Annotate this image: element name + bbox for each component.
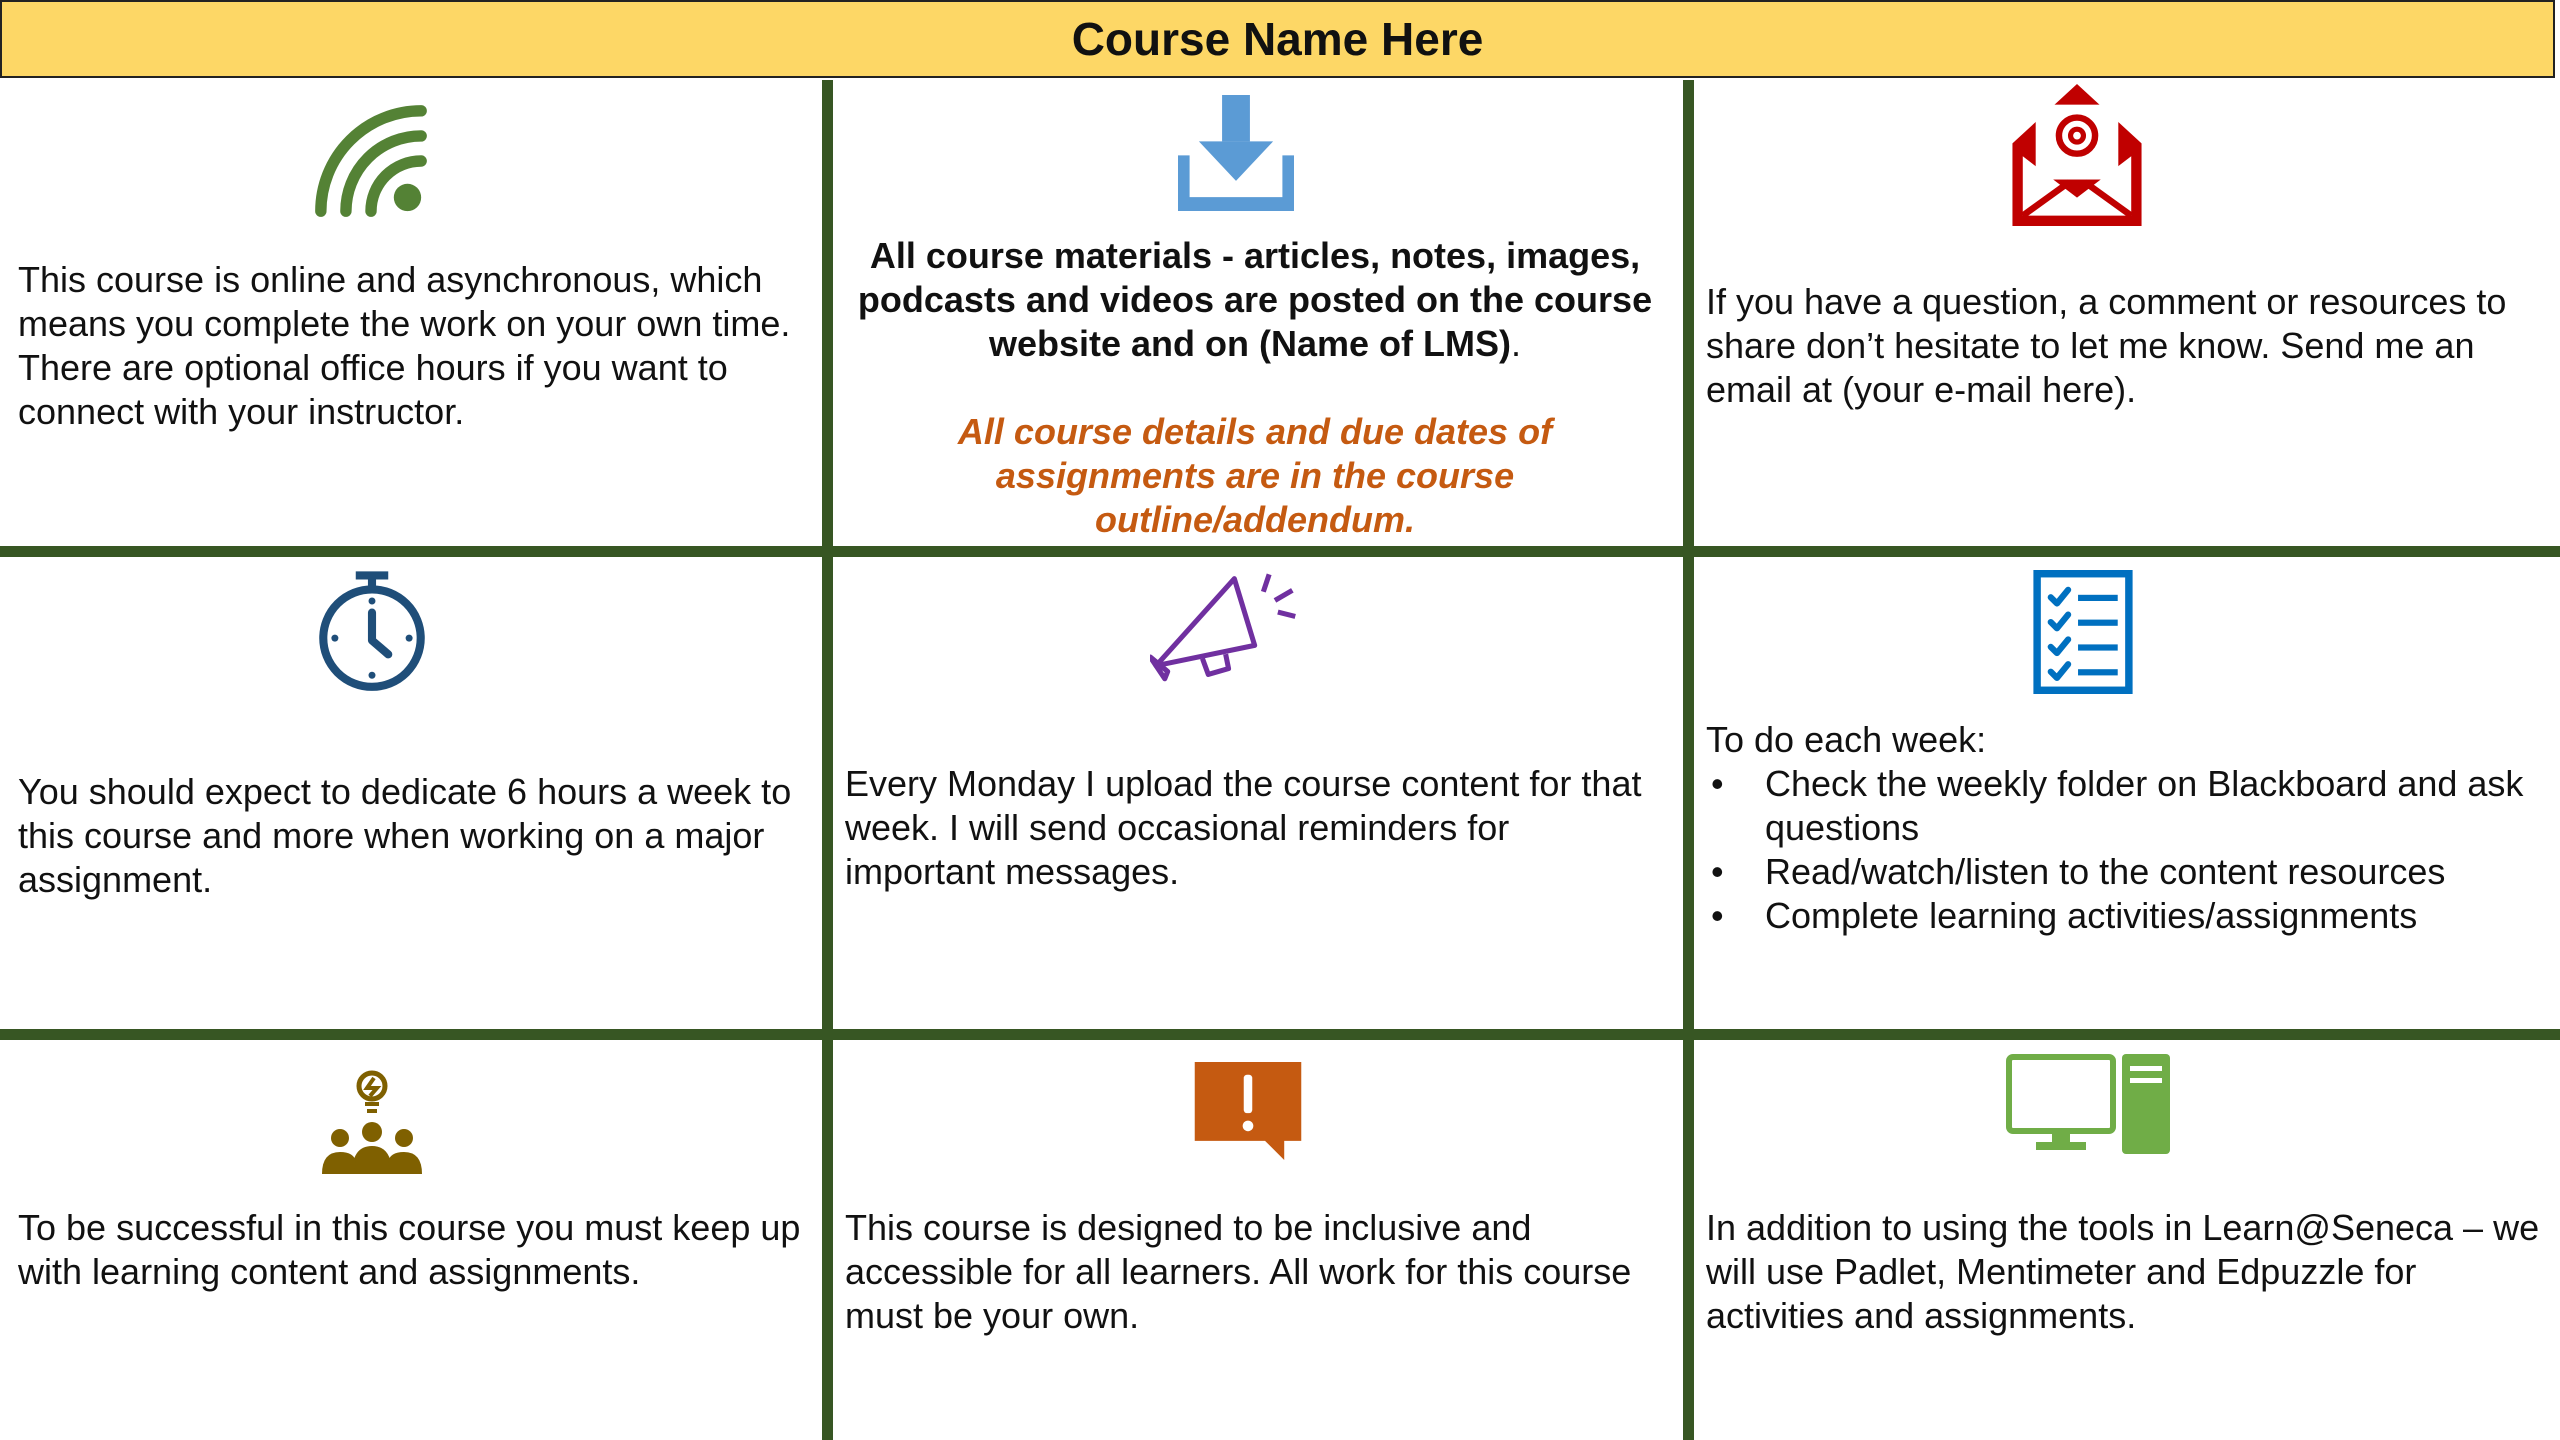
success-tip-text: To be successful in this course you must keep up with learning content and assignments.	[18, 1207, 801, 1292]
materials-trailing-text: .	[1511, 323, 1522, 364]
email-icon	[2012, 84, 2142, 226]
stopwatch-icon	[314, 566, 430, 694]
materials-info-text	[840, 234, 1670, 366]
megaphone-icon	[1150, 570, 1310, 686]
todo-item: • Read/watch/listen to the content resources	[1706, 850, 2546, 894]
todo-item: • Check the weekly folder on Blackboard and ask questions	[1706, 762, 2546, 850]
todo-heading: To do each week:	[1706, 719, 1987, 760]
weekly-upload-text: Every Monday I upload the course content for that week. I will send occasional reminders for important messages.	[845, 763, 1642, 892]
course-outline-note: All course details and due dates of assignments are in the course outline/addendum.	[957, 411, 1553, 540]
inclusive-info-text: This course is designed to be inclusive and accessible for all learners. All work for this course must be your own.	[845, 1207, 1632, 1336]
wifi-icon	[314, 104, 428, 218]
materials-main-text: All course materials - articles, notes, images, podcasts and videos are posted on the course website and on (Name of LMS)	[857, 235, 1653, 364]
course-title: Course Name Here	[1071, 13, 1484, 65]
grid-divider-horizontal-1	[0, 546, 2560, 557]
grid-divider-vertical-2	[1683, 80, 1694, 1440]
alert-comment-icon	[1194, 1062, 1302, 1160]
todo-list	[1706, 762, 2546, 938]
contact-info-text: If you have a question, a comment or resources to share don’t hesitate to let me know. Send me an email at (your e-mail here).	[1706, 281, 2507, 410]
checklist-icon	[2032, 570, 2134, 694]
weekly-todo	[1706, 718, 2546, 938]
grid-divider-vertical-1	[822, 80, 833, 1440]
group-lightbulb-icon	[322, 1070, 422, 1174]
grid-divider-horizontal-2	[0, 1029, 2560, 1040]
todo-item: • Complete learning activities/assignments	[1706, 894, 2546, 938]
download-icon	[1178, 94, 1294, 212]
time-commitment-text: You should expect to dedicate 6 hours a week to this course and more when working on a major assignment.	[18, 771, 792, 900]
online-info-text: This course is online and asynchronous, which means you complete the work on your own time. There are optional office hours if you want to connect with your instructor.	[18, 259, 791, 432]
header-bar	[0, 0, 2555, 78]
computer-icon	[2006, 1054, 2170, 1154]
tools-info-text: In addition to using the tools in Learn@Seneca – we will use Padlet, Mentimeter and Edpuzzle for activities and assignments.	[1706, 1207, 2540, 1336]
